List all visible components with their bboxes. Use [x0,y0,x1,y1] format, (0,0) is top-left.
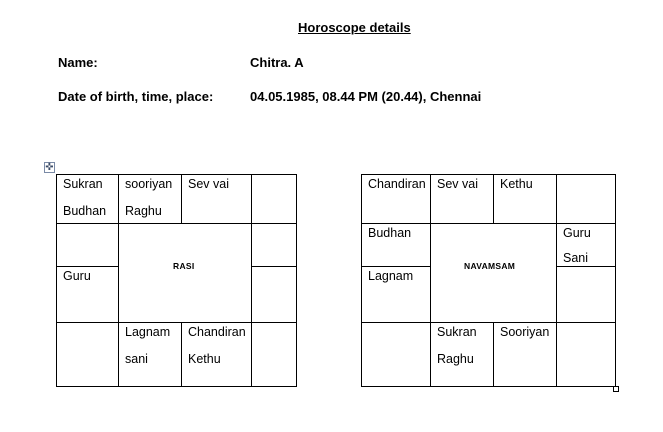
planet-label: Raghu [437,352,474,366]
navamsam-cell[interactable] [361,223,431,267]
planet-label: Kethu [188,352,221,366]
planet-label: Sukran [437,325,477,339]
rasi-cell[interactable] [118,174,182,224]
planet-label: Sukran [63,177,103,191]
rasi-cell[interactable] [118,322,182,387]
navamsam-cell[interactable] [430,174,494,224]
planet-label: Guru [63,269,91,283]
navamsam-cell[interactable] [556,266,616,323]
planet-label: Kethu [500,177,533,191]
planet-label: Sev vai [437,177,478,191]
name-value: Chitra. A [250,55,304,70]
rasi-cell[interactable] [181,322,252,387]
planet-label: Sev vai [188,177,229,191]
navamsam-cell[interactable] [361,266,431,323]
resize-handle-icon[interactable] [613,386,619,392]
navamsam-cell[interactable] [361,174,431,224]
rasi-cell[interactable] [56,174,119,224]
planet-label: Guru [563,226,591,240]
planet-label: Raghu [125,204,162,218]
navamsam-cell[interactable] [430,322,494,387]
navamsam-cell[interactable] [493,322,557,387]
navamsam-title: NAVAMSAM [464,261,516,271]
rasi-cell[interactable] [56,223,119,267]
rasi-cell[interactable] [251,322,297,387]
rasi-cell[interactable] [251,266,297,323]
dob-value: 04.05.1985, 08.44 PM (20.44), Chennai [250,89,482,104]
planet-label: sani [125,352,148,366]
planet-label: Lagnam [368,269,414,283]
navamsam-cell[interactable] [493,174,557,224]
rasi-cell[interactable] [251,223,297,267]
rasi-center [118,223,252,323]
planet-label: Sooriyan [500,325,550,339]
planet-label: Budhan [63,204,107,218]
navamsam-cell[interactable] [361,322,431,387]
navamsam-center [430,223,557,323]
planet-label: Chandiran [368,177,426,191]
name-label: Name: [58,55,98,70]
rasi-title: RASI [173,261,195,271]
planet-label: Budhan [368,226,412,240]
rasi-cell[interactable] [251,174,297,224]
rasi-cell[interactable] [56,266,119,323]
navamsam-cell[interactable] [556,223,616,267]
planet-label: sooriyan [125,177,173,191]
rasi-cell[interactable] [181,174,252,224]
planet-label: Lagnam [125,325,171,339]
planet-label: Chandiran [188,325,246,339]
dob-label: Date of birth, time, place: [58,89,214,104]
planet-label: Sani [563,251,589,265]
page-title: Horoscope details [298,20,411,35]
navamsam-cell[interactable] [556,322,616,387]
navamsam-cell[interactable] [556,174,616,224]
table-move-icon[interactable]: ✜ [45,161,54,173]
rasi-cell[interactable] [56,322,119,387]
